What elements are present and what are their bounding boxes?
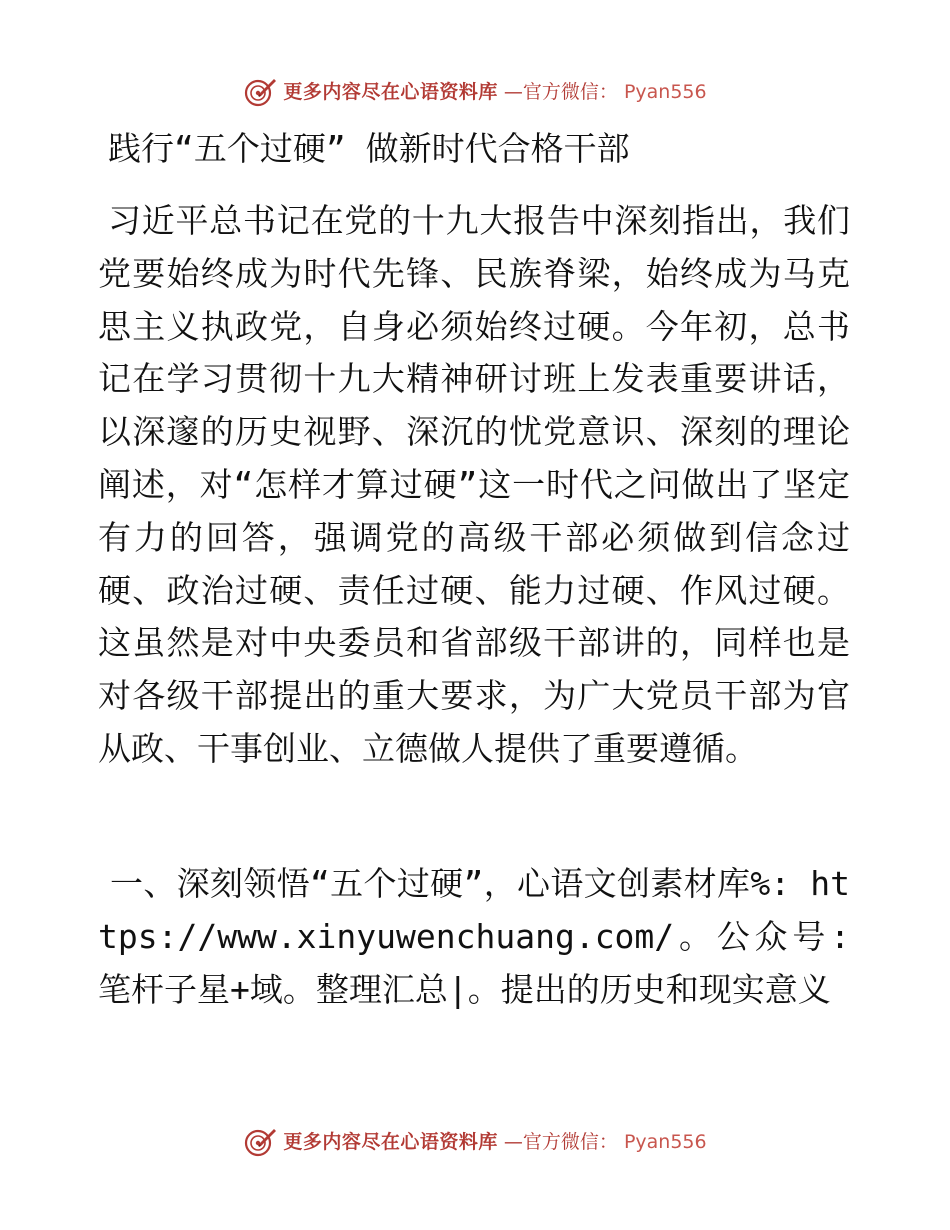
watermark-main-text: 更多内容尽在心语资料库 (283, 81, 498, 103)
watermark-sub-text: —官方微信： (503, 81, 618, 103)
watermark-main-text: 更多内容尽在心语资料库 (283, 1131, 498, 1153)
watermark-wechat-id: Pyan556 (623, 81, 707, 103)
body-paragraph-1: 习近平总书记在党的十九大报告中深刻指出，我们党要始终成为时代先锋、民族脊梁，始终成为马克思主义执政党，自身必须始终过硬。今年初，总书记在学习贯彻十九大精神研讨班上发表重要讲话，以深邃的历史视野、深沉的忧党意识、深刻的理论阐述，对“怎样才算过硬”这一时代之问做出了坚定有力的回答，强调党的高级干部必须做到信念过硬、政治过硬、责任过硬、能力过硬、作风过硬。这虽然是对中央委员和省部级干部讲的，同样也是对各级干部提出的重大要求，为广大党员干部为官从政、干事创业、立德做人提供了重要遵循。 (98, 201, 850, 768)
document-title: 践行“五个过硬” 做新时代合格干部 (108, 129, 630, 168)
pen-logo-icon (243, 1126, 277, 1158)
watermark-sub-text: —官方微信： (503, 1131, 618, 1153)
body-paragraph-2: 一、深刻领悟“五个过硬”，心语文创素材库%: https://www.xinyuwenchuang.com/。公众号: 笔杆子星+域。整理汇总|。提出的历史和现实意义 (98, 864, 850, 1009)
watermark-footer (0, 1126, 950, 1158)
pen-logo-icon (243, 76, 277, 108)
watermark-header (0, 76, 950, 108)
watermark-wechat-id: Pyan556 (623, 1131, 707, 1153)
